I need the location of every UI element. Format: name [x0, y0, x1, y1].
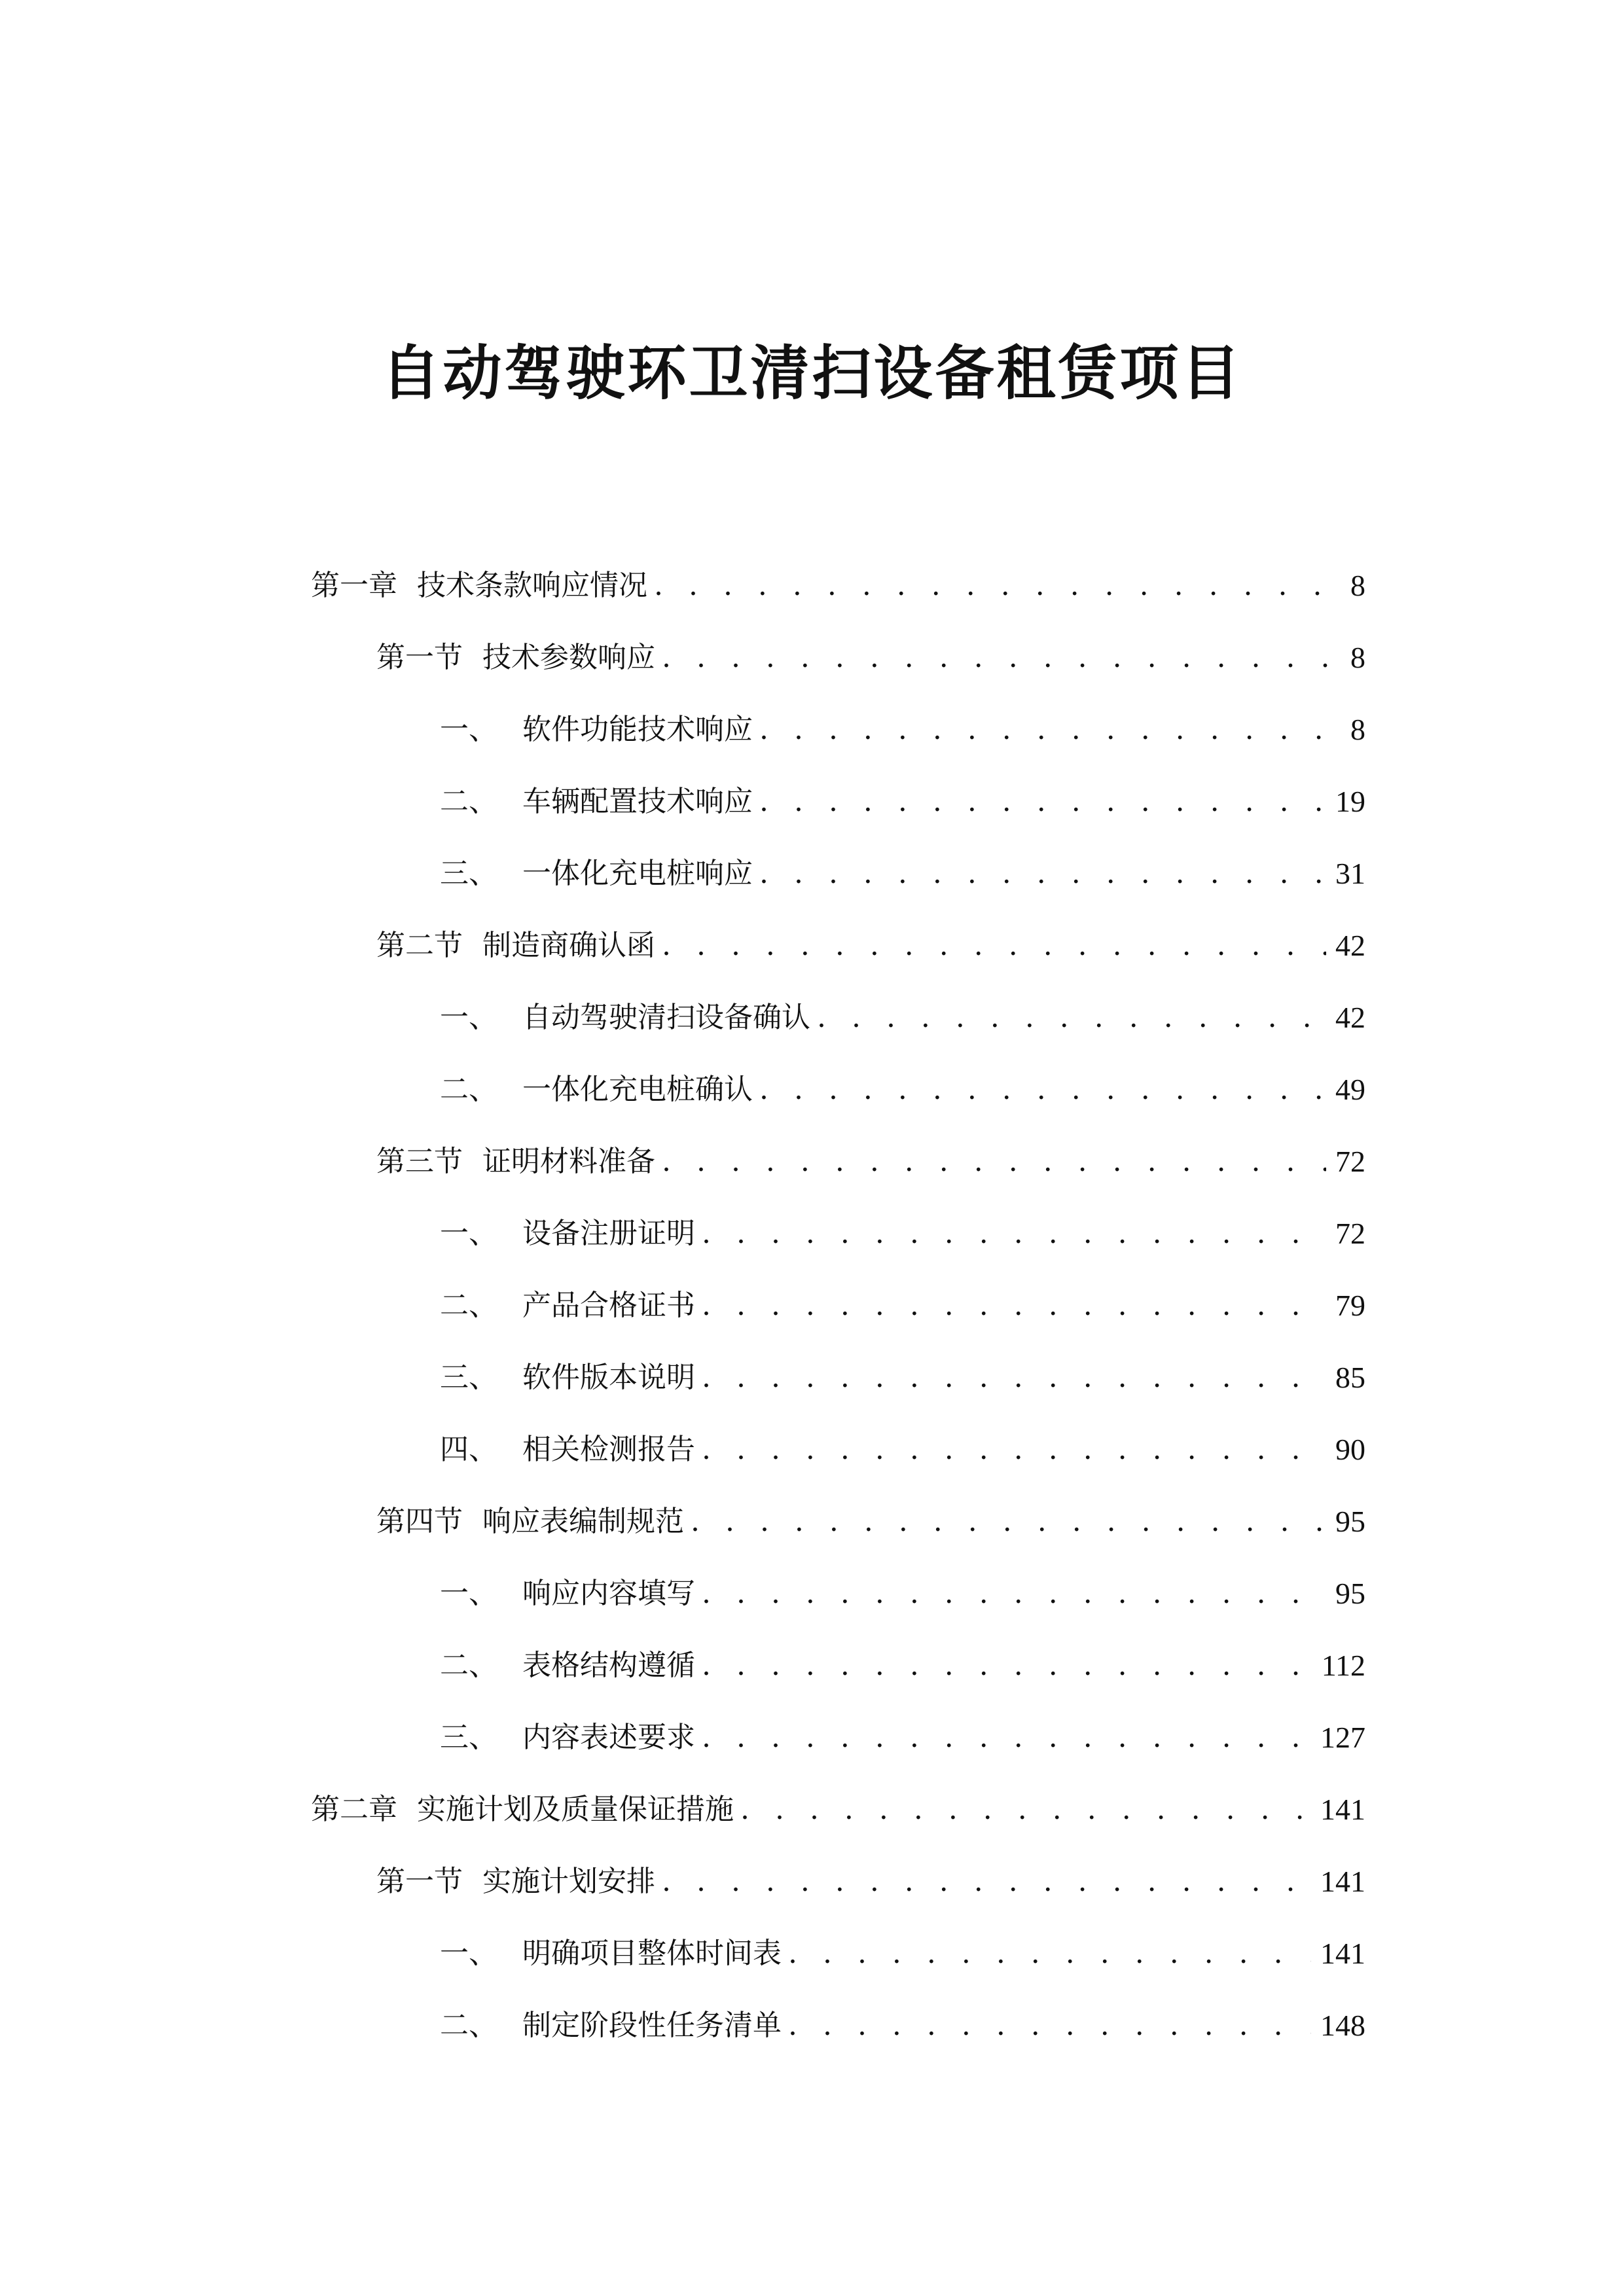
toc-page-number: 95 [1335, 1505, 1365, 1538]
toc-entry[interactable] [0, 838, 1624, 910]
toc-entry-label [440, 854, 753, 893]
toc-entry-number: 第一节 [376, 641, 463, 674]
toc-entry-number: 第三节 [376, 1145, 463, 1178]
toc-entry-text: 制定阶段性任务清单 [522, 2009, 782, 2042]
toc-entry-number: 第二章 [311, 1793, 397, 1826]
toc-entry[interactable] [0, 1486, 1624, 1558]
toc-entry-number: 二、 [440, 1649, 497, 1682]
toc-entry[interactable] [0, 1414, 1624, 1486]
toc-dot-leader [759, 782, 1326, 821]
toc-page-number: 85 [1335, 1361, 1365, 1394]
toc-entry-label [440, 710, 753, 749]
toc-page-number: 8 [1350, 713, 1365, 746]
toc-entry-number: 一、 [440, 1577, 497, 1610]
toc-entry-number: 一、 [440, 1937, 497, 1970]
toc-page-number: 112 [1321, 1649, 1365, 1682]
toc-page-number: 31 [1335, 857, 1365, 890]
toc-entry[interactable] [0, 1990, 1624, 2062]
toc-dot-leader [702, 1358, 1326, 1397]
toc-page-number: 79 [1335, 1289, 1365, 1322]
toc-dot-leader [662, 926, 1326, 965]
toc-entry-text: 自动驾驶清扫设备确认 [522, 1001, 810, 1034]
toc-entry[interactable] [0, 1054, 1624, 1126]
toc-entry-number: 一、 [440, 1217, 497, 1250]
toc-entry-number: 三、 [440, 1721, 497, 1754]
table-of-contents [0, 550, 1624, 2062]
toc-entry-label [440, 1574, 695, 1613]
toc-entry-text: 响应内容填写 [522, 1577, 695, 1610]
toc-entry-text: 技术条款响应情况 [417, 569, 647, 602]
toc-entry-number: 第一章 [311, 569, 397, 602]
toc-page-number: 141 [1320, 1865, 1365, 1898]
toc-dot-leader [691, 1502, 1326, 1541]
toc-entry-text: 内容表述要求 [522, 1721, 695, 1754]
toc-entry-label [440, 2006, 782, 2045]
toc-entry[interactable] [0, 1558, 1624, 1630]
toc-entry[interactable] [0, 982, 1624, 1054]
toc-entry-label [376, 1502, 684, 1541]
toc-entry-number: 三、 [440, 857, 497, 890]
toc-entry[interactable] [0, 1774, 1624, 1846]
toc-entry-label [440, 1358, 695, 1397]
toc-entry-text: 车辆配置技术响应 [522, 785, 753, 818]
toc-entry[interactable] [0, 1918, 1624, 1990]
toc-dot-leader [654, 566, 1341, 605]
toc-entry-number: 第四节 [376, 1505, 463, 1538]
toc-dot-leader [702, 1574, 1326, 1613]
toc-entry-label [440, 1934, 782, 1973]
toc-page-number: 95 [1335, 1577, 1365, 1610]
toc-entry[interactable] [0, 694, 1624, 766]
toc-entry[interactable] [0, 622, 1624, 694]
toc-page-number: 8 [1350, 569, 1365, 602]
toc-entry-label [311, 566, 647, 605]
toc-dot-leader [759, 1070, 1326, 1109]
toc-dot-leader [788, 2006, 1311, 2045]
toc-entry-text: 产品合格证书 [522, 1289, 695, 1322]
toc-entry-label [376, 638, 655, 677]
toc-dot-leader [817, 998, 1326, 1037]
toc-entry-label [376, 1862, 655, 1901]
toc-entry-label [440, 998, 810, 1037]
toc-page-number: 72 [1335, 1145, 1365, 1178]
toc-dot-leader [662, 638, 1341, 677]
toc-entry-number: 第二节 [376, 929, 463, 962]
toc-entry[interactable] [0, 1846, 1624, 1918]
toc-entry-text: 证明材料准备 [482, 1145, 655, 1178]
toc-entry-number: 二、 [440, 1073, 497, 1106]
toc-entry-text: 明确项目整体时间表 [522, 1937, 782, 1970]
toc-dot-leader [788, 1934, 1311, 1973]
toc-entry-text: 制造商确认函 [482, 929, 655, 962]
toc-entry[interactable] [0, 766, 1624, 838]
toc-page-number: 141 [1320, 1793, 1365, 1826]
toc-entry-number: 四、 [440, 1433, 497, 1466]
toc-entry-text: 响应表编制规范 [482, 1505, 684, 1538]
toc-entry-text: 表格结构遵循 [522, 1649, 695, 1682]
toc-entry[interactable] [0, 1198, 1624, 1270]
toc-entry-number: 一、 [440, 713, 497, 746]
toc-dot-leader [702, 1430, 1326, 1469]
toc-entry-text: 技术参数响应 [482, 641, 655, 674]
toc-entry-text: 软件功能技术响应 [522, 713, 753, 746]
document-title: 自动驾驶环卫清扫设备租赁项目 [381, 338, 1243, 408]
toc-entry-number: 二、 [440, 785, 497, 818]
toc-entry[interactable] [0, 1702, 1624, 1774]
toc-page-number: 19 [1335, 785, 1365, 818]
toc-entry[interactable] [0, 1126, 1624, 1198]
toc-page-number: 141 [1320, 1937, 1365, 1970]
toc-entry-label [440, 1286, 695, 1325]
toc-entry-label [440, 1070, 753, 1109]
toc-entry-label [440, 1718, 695, 1757]
toc-page-number: 42 [1335, 929, 1365, 962]
toc-entry[interactable] [0, 910, 1624, 982]
toc-entry-number: 二、 [440, 2009, 497, 2042]
toc-entry-text: 软件版本说明 [522, 1361, 695, 1394]
toc-dot-leader [759, 854, 1326, 893]
toc-entry-number: 三、 [440, 1361, 497, 1394]
toc-dot-leader [740, 1790, 1311, 1829]
toc-entry-label [376, 1142, 655, 1181]
toc-dot-leader [702, 1286, 1326, 1325]
toc-dot-leader [702, 1214, 1326, 1253]
toc-entry-number: 第一节 [376, 1865, 463, 1898]
toc-entry-text: 实施计划安排 [482, 1865, 655, 1898]
toc-entry-label [440, 1646, 695, 1685]
toc-page-number: 90 [1335, 1433, 1365, 1466]
toc-page-number: 42 [1335, 1001, 1365, 1034]
toc-entry[interactable] [0, 1270, 1624, 1342]
toc-dot-leader [702, 1646, 1312, 1685]
toc-entry-text: 实施计划及质量保证措施 [417, 1793, 734, 1826]
toc-entry-label [440, 1214, 695, 1253]
toc-page-number: 72 [1335, 1217, 1365, 1250]
toc-entry-label [376, 926, 655, 965]
toc-entry[interactable] [0, 550, 1624, 622]
toc-entry[interactable] [0, 1630, 1624, 1702]
toc-entry-number: 二、 [440, 1289, 497, 1322]
toc-entry[interactable] [0, 1342, 1624, 1414]
toc-dot-leader [702, 1718, 1311, 1757]
toc-entry-label [440, 1430, 695, 1469]
toc-page-number: 8 [1350, 641, 1365, 674]
toc-page-number: 127 [1320, 1721, 1365, 1754]
toc-entry-text: 相关检测报告 [522, 1433, 695, 1466]
toc-entry-text: 一体化充电桩响应 [522, 857, 753, 890]
toc-dot-leader [662, 1862, 1311, 1901]
toc-page-number: 148 [1320, 2009, 1365, 2042]
toc-entry-text: 一体化充电桩确认 [522, 1073, 753, 1106]
toc-page-number: 49 [1335, 1073, 1365, 1106]
toc-dot-leader [662, 1142, 1326, 1181]
toc-entry-label [311, 1790, 734, 1829]
toc-entry-number: 一、 [440, 1001, 497, 1034]
toc-entry-label [440, 782, 753, 821]
toc-dot-leader [759, 710, 1341, 749]
toc-entry-text: 设备注册证明 [522, 1217, 695, 1250]
